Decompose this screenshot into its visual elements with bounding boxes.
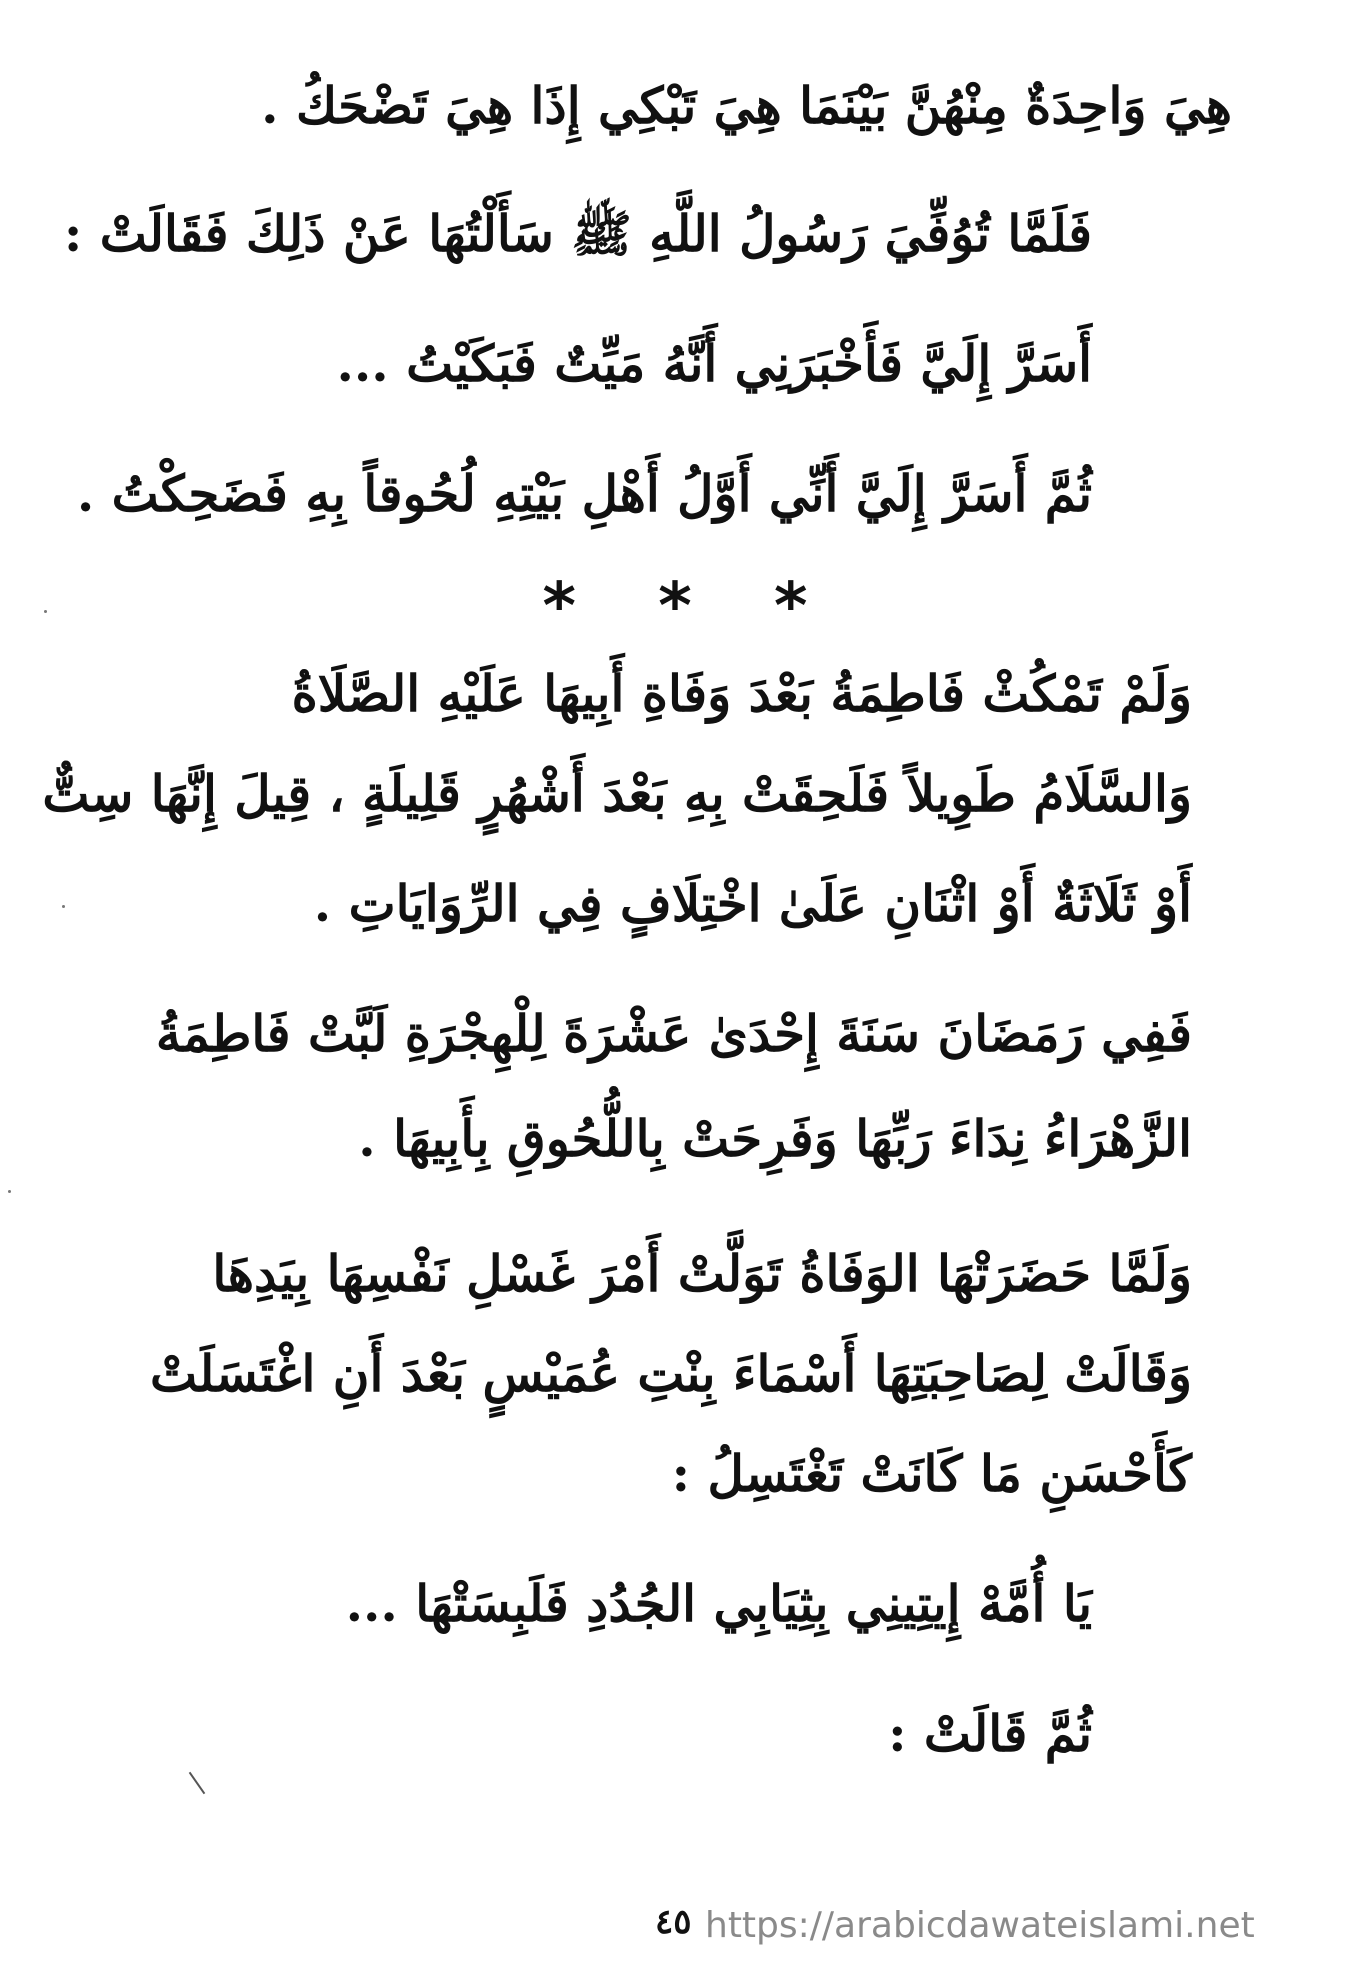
scan-speck <box>62 905 65 908</box>
text-line-3: أَسَرَّ إِلَيَّ فَأَخْبَرَنِي أَنَّهُ مَيِّتٌ فَبَكَيْتُ ... <box>336 334 1092 393</box>
scan-speck <box>44 610 47 613</box>
text-line-12: كَأَحْسَنِ مَا كَانَتْ تَغْتَسِلُ : <box>671 1444 1192 1503</box>
text-line-7: أَوْ ثَلَاثَةٌ أَوْ اثْنَانِ عَلَىٰ اخْتِلَافٍ فِي الرِّوَايَاتِ . <box>313 874 1192 933</box>
text-line-11: وَقَالَتْ لِصَاحِبَتِهَا أَسْمَاءَ بِنْتِ عُمَيْسٍ بَعْدَ أَنِ اغْتَسَلَتْ <box>149 1344 1192 1403</box>
text-line-6: وَالسَّلَامُ طَوِيلاً فَلَحِقَتْ بِهِ بَعْدَ أَشْهُرٍ قَلِيلَةٍ ، قِيلَ إِنَّهَا سِتٌّ <box>42 764 1192 823</box>
page-number: ٤٥ <box>655 1902 692 1942</box>
scan-mark <box>189 1772 206 1794</box>
section-separator: * * * <box>542 570 838 644</box>
text-line-10: وَلَمَّا حَضَرَتْهَا الوَفَاةُ تَوَلَّتْ أَمْرَ غَسْلِ نَفْسِهَا بِيَدِهَا <box>212 1244 1192 1303</box>
text-line-5: وَلَمْ تَمْكُثْ فَاطِمَةُ بَعْدَ وَفَاةِ أَبِيهَا عَلَيْهِ الصَّلَاةُ <box>291 664 1192 723</box>
text-line-1: هِيَ وَاحِدَةٌ مِنْهُنَّ بَيْنَمَا هِيَ تَبْكِي إِذَا هِيَ تَضْحَكُ . <box>261 76 1232 135</box>
text-line-8: فَفِي رَمَضَانَ سَنَةَ إِحْدَىٰ عَشْرَةَ لِلْهِجْرَةِ لَبَّتْ فَاطِمَةُ <box>155 1004 1192 1063</box>
watermark-url: https://arabicdawateislami.net <box>705 1905 1255 1946</box>
text-line-9: الزَّهْرَاءُ نِدَاءَ رَبِّهَا وَفَرِحَتْ بِاللُّحُوقِ بِأَبِيهَا . <box>358 1109 1192 1168</box>
text-line-4: ثُمَّ أَسَرَّ إِلَيَّ أَنِّي أَوَّلُ أَهْلِ بَيْتِهِ لُحُوقاً بِهِ فَضَحِكْتُ . <box>76 464 1092 523</box>
text-line-14: ثُمَّ قَالَتْ : <box>888 1704 1092 1763</box>
text-line-2: فَلَمَّا تُوُفِّيَ رَسُولُ اللَّهِ ﷺ سَأَلْتُهَا عَنْ ذَلِكَ فَقَالَتْ : <box>63 204 1092 263</box>
text-line-13: يَا أُمَّهْ إِيتِينِي بِثِيَابِي الجُدُدِ فَلَبِسَتْهَا ... <box>345 1574 1092 1633</box>
scan-speck <box>8 1190 11 1193</box>
